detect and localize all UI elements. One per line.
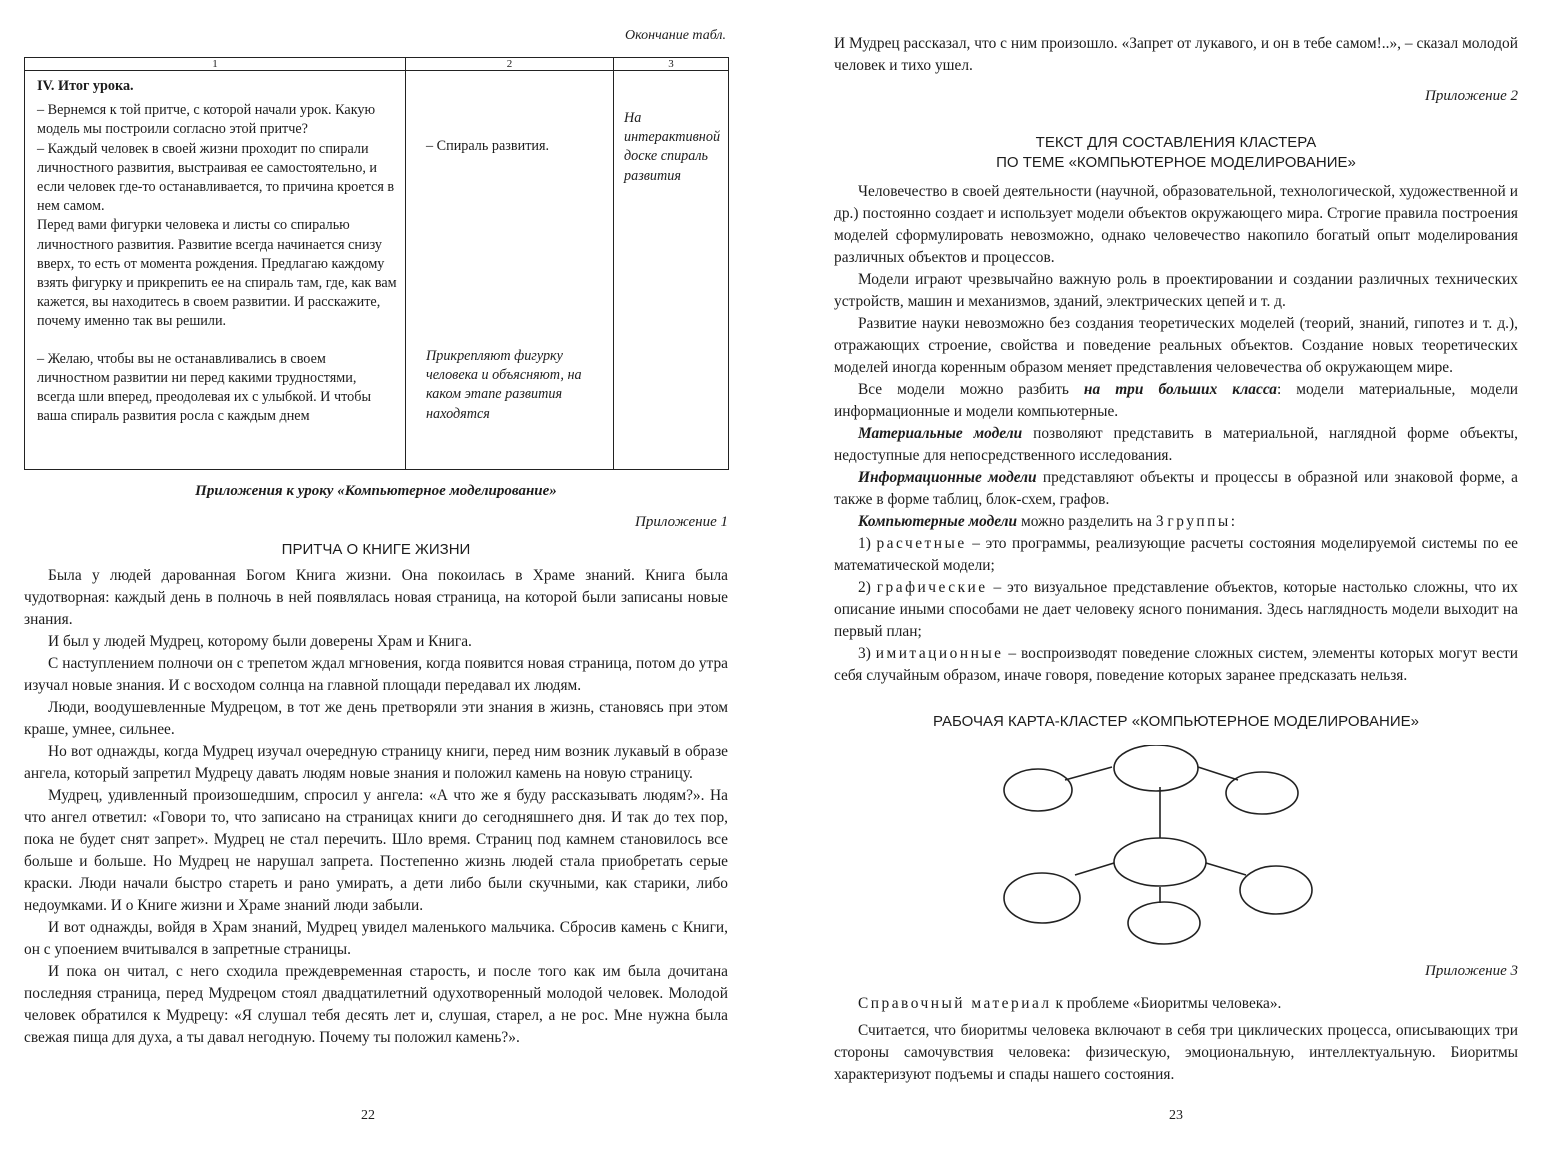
- item-number: 3): [858, 645, 876, 662]
- student-action: Прикрепляют фигурку человека и объясняют, на каком этапе развития находятся: [426, 348, 582, 422]
- teacher-activity-cell: [25, 71, 406, 470]
- student-answer: – Спираль развития.: [426, 138, 550, 154]
- parable-title: ПРИТЧА О КНИГЕ ЖИЗНИ: [281, 541, 471, 558]
- term: Информационные модели: [858, 469, 1037, 486]
- appendix-heading: Приложения к уроку «Компьютерное моделирование»: [195, 483, 557, 499]
- table-row: [25, 71, 729, 470]
- column-number: 2: [406, 58, 614, 71]
- item-number: 2): [858, 579, 877, 596]
- teacher-text: – Каждый человек в своей жизни проходит по спирали личностного развития, выстраивая ее самостоятельно, и если человек где-то останавливается, то причина кроется в нем самом.: [37, 140, 395, 215]
- paragraph: И пока он читал, с него сходила преждевременная старость, и после того как им была дочитана последняя страница, перед Мудрецом стоял двадцатилетний одухотворенный молодой человек. Молодой человек обратился к Мудрецу: «Я слушал тебя десять лет и, слушая, старел, а не рос. Мне нужна была свежая пища для духа, а ты давал негодную. Почему ты положил камень?».: [24, 963, 728, 1046]
- paragraph: [834, 467, 1518, 511]
- cluster-text-title: [834, 133, 1518, 173]
- text: Все модели можно разбить: [858, 381, 1084, 398]
- paragraph: И вот однажды, войдя в Храм знаний, Мудрец увидел маленького мальчика. Сбросив камень с Книги, он с упоением вчитывался в запретные страницы.: [24, 919, 728, 958]
- paragraph: Мудрец, удивленный произошедшим, спросил у ангела: «А что же я буду рассказывать людям?». На что ангел ответил: «Говори то, что записано на страницах книги до сегодняшнего дня. И так до тех пор, пока не будет снят запрет». Мудрец не стал перечить. Шло время. Страниц под камнем становилось все больше и больше. Но Мудрец не нарушал запрета. Постепенно жизнь людей стала приобретать серые краски. Люди начали быстро стареть и рано умирать, а дети либо были скучными, как старики, либо недоумками. И о Книге жизни и Храме знаний люди забыли.: [24, 787, 728, 914]
- list-item: [834, 577, 1518, 643]
- column-number: 1: [25, 58, 406, 71]
- left-page: [0, 0, 770, 1149]
- notes-cell: [614, 71, 729, 470]
- paragraph: Была у людей дарованная Богом Книга жизни. Она покоилась в Храме знаний. Книга была чудотворная: каждый день в полночь в ней появлялась новая страница, на которой были записаны новые знания.: [24, 567, 728, 628]
- reference-heading: [834, 993, 1518, 1015]
- appendix-2-label: Приложение 2: [1425, 88, 1518, 104]
- paragraph: Модели играют чрезвычайно важную роль в проектировании и создании различных технических устройств, машин и механизмов, зданий, электрических цепей и т. д.: [834, 271, 1518, 310]
- paragraph: И Мудрец рассказал, что с ним произошло. «Запрет от лукавого, и он в тебе самом!..», – сказал молодой человек и тихо ушел.: [834, 35, 1518, 74]
- lesson-table: [24, 57, 729, 470]
- spaced-text: группы:: [1167, 513, 1238, 530]
- student-activity-cell: [406, 71, 614, 470]
- list-item: [834, 643, 1518, 687]
- text: к проблеме «Биоритмы человека».: [1051, 995, 1282, 1012]
- teacher-text: – Желаю, чтобы вы не останавливались в своем личностном развитии ни перед какими трудностями, всегда шли вперед, преодолевая их с улыбкой. И чтобы ваша спираль развития росла с каждым днем: [37, 350, 371, 425]
- cluster-link: [1206, 863, 1246, 875]
- appendix-3-label: Приложение 3: [1425, 963, 1518, 979]
- column-number: 3: [614, 58, 729, 71]
- cluster-link: [1198, 767, 1238, 780]
- page-number: 22: [361, 1108, 375, 1123]
- page-number: 23: [1169, 1108, 1183, 1123]
- parable-text: [24, 565, 728, 1049]
- cluster-node-top-right: [1226, 772, 1298, 814]
- paragraph: [834, 511, 1518, 533]
- teacher-text: Перед вами фигурки человека и листы со спиралью личностного развития. Развитие всегда начинается снизу вверх, то есть от момента рождения. Предлагаю каждому взять фигурку и прикрепить ее на спираль там, где, как вам кажется, вы находитесь в своем развитии. И расскажите, почему именно так вы решили.: [37, 217, 397, 330]
- paragraph: Развитие науки невозможно без создания теоретических моделей (теорий, знаний, гипотез и т. д.), отражающих строение, свойства и поведение реальных объектов. Создание новых теоретических моделей иногда коренным образом меняет представления человечества об окружающем мире.: [834, 315, 1518, 376]
- paragraph: [834, 423, 1518, 467]
- paragraph: Считается, что биоритмы человека включают в себя три циклических процесса, описывающих три стороны самочувствия человека: физическую, эмоциональную, интеллектуальную. Биоритмы характеризуют подъемы и спады нашего состояния.: [834, 1022, 1518, 1083]
- teacher-text: – Вернемся к той притче, с которой начали урок. Какую модель мы построили согласно этой притче?: [37, 102, 376, 138]
- text: можно разделить на 3: [1017, 513, 1168, 530]
- cluster-link: [1075, 863, 1114, 875]
- right-page: [770, 0, 1541, 1149]
- cluster-node-center: [1114, 838, 1206, 886]
- cluster-source-text: [834, 181, 1518, 687]
- paragraph: Но вот однажды, когда Мудрец изучал очередную страницу книги, перед ним возник лукавый в образе ангела, который запретил Мудрецу давать людям новые знания и положил камень на новую страницу.: [24, 743, 728, 782]
- title-line: ТЕКСТ ДЛЯ СОСТАВЛЕНИЯ КЛАСТЕРА: [1035, 134, 1317, 151]
- cluster-diagram: [1000, 745, 1330, 945]
- text: : модели материальные, модели информационные и модели компьютерные.: [834, 381, 1518, 420]
- term: расчетные: [876, 535, 967, 552]
- term: имитационные: [875, 645, 1004, 662]
- term: Компьютерные модели: [858, 513, 1018, 530]
- text: – это визуальное представление объектов, которые настолько сложны, что их описание иными способами не дает человеку ясного понимания. Здесь наглядность модели выходит на первый план;: [834, 579, 1518, 640]
- text: – воспроизводят поведение сложных систем, элементы которых могут вести себя случайным образом, иначе говоря, поведение которых заранее предсказать нельзя.: [834, 645, 1518, 684]
- cluster-node-bottom-left: [1004, 873, 1080, 923]
- table-header-row: [25, 58, 729, 71]
- title-line: ПО ТЕМЕ «КОМПЬЮТЕРНОЕ МОДЕЛИРОВАНИЕ»: [996, 154, 1356, 171]
- text: – это программы, реализующие расчеты состояния моделируемой системы по ее математической модели;: [834, 535, 1519, 574]
- paragraph: С наступлением полночи он с трепетом ждал мгновения, когда появится новая страница, потом до утра изучал новые знания. И с восходом солнца на главной площади передавал их людям.: [24, 655, 728, 694]
- paragraph: Люди, воодушевленные Мудрецом, в тот же день претворяли эти знания в жизнь, становясь при этом краше, умнее, сильнее.: [24, 699, 728, 738]
- appendix-1-label: Приложение 1: [635, 514, 728, 530]
- emphasis: на три больших класса: [1083, 381, 1277, 398]
- paragraph: Человечество в своей деятельности (научной, образовательной, технологической, художественной и др.) постоянно создает и использует модели объектов окружающего мира. Строгие правила построения моделей сформулировать невозможно, однако человечество накопило богатый опыт моделирования различных объектов и процессов.: [834, 183, 1518, 266]
- text: представляют объекты и процессы в образной или знаковой форме, а также в форме таблиц, блок-схем, графов.: [834, 469, 1519, 508]
- cluster-node-top: [1114, 745, 1198, 791]
- item-number: 1): [858, 535, 877, 552]
- paragraph: [834, 993, 1518, 1015]
- list-item: [834, 533, 1518, 577]
- cluster-node-bottom-right: [1240, 866, 1312, 914]
- spaced-text: Справочный материал: [858, 995, 1052, 1012]
- paragraph: [834, 379, 1518, 423]
- cluster-node-top-left: [1004, 769, 1072, 811]
- paragraph: И был у людей Мудрец, которому были доверены Храм и Книга.: [48, 633, 472, 650]
- lesson-stage-title: IV. Итог урока.: [37, 78, 134, 94]
- text: позволяют представить в материальной, наглядной форме объекты, недоступные для непосредственного исследования.: [834, 425, 1518, 464]
- parable-ending: [834, 33, 1518, 77]
- cluster-map-title: РАБОЧАЯ КАРТА-КЛАСТЕР «КОМПЬЮТЕРНОЕ МОДЕЛИРОВАНИЕ»: [933, 713, 1419, 730]
- teacher-note: На интерактивной доске спираль развития: [624, 110, 721, 184]
- term: Материальные модели: [858, 425, 1023, 442]
- biorhythm-text: [834, 1020, 1518, 1086]
- cluster-link: [1065, 767, 1112, 780]
- cluster-node-bottom: [1128, 902, 1200, 944]
- term: графические: [876, 579, 988, 596]
- table-caption: Окончание табл.: [625, 28, 726, 43]
